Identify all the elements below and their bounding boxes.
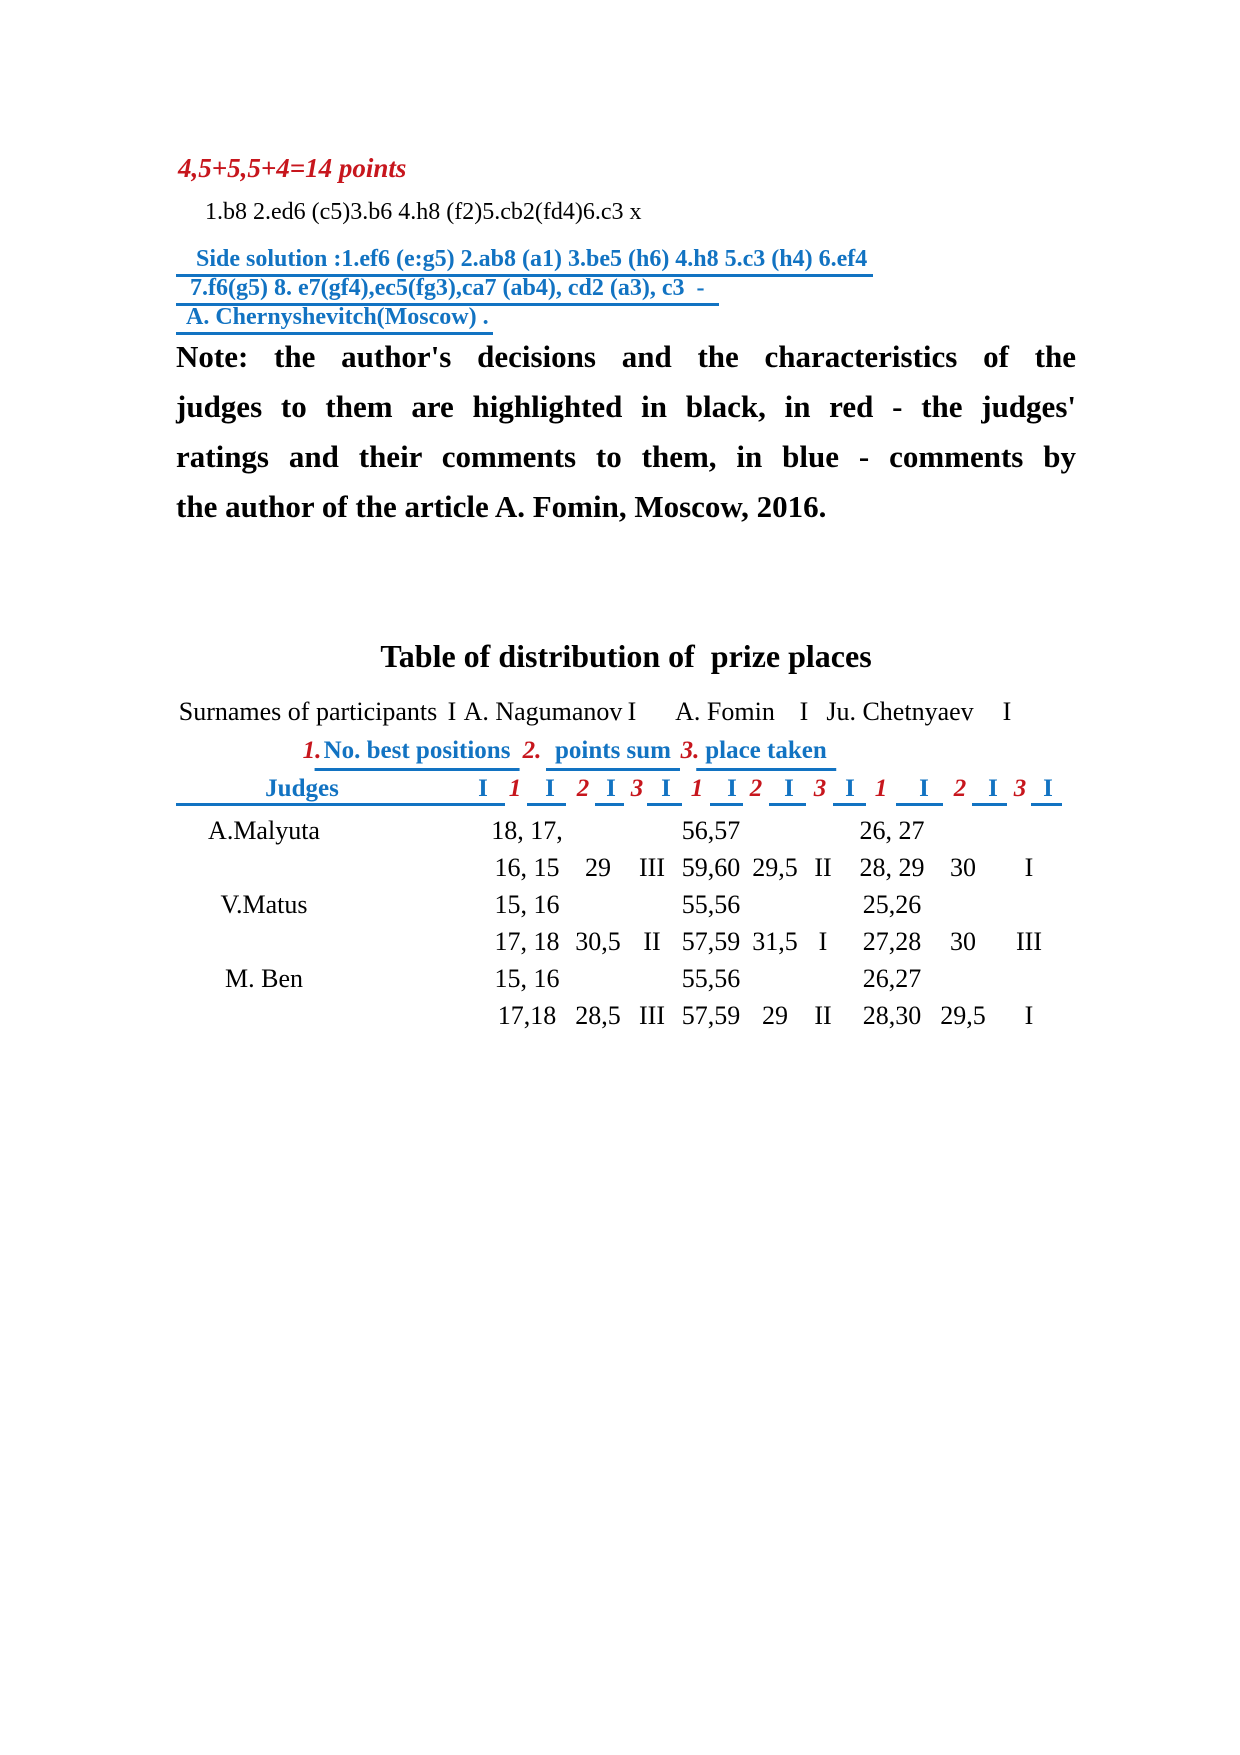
main-solution-line: 1.b8 2.ed6 (c5)3.b6 4.h8 (f2)5.cb2(fd4)6.c3 x: [205, 199, 642, 225]
table-cell: 28,30: [862, 1001, 922, 1030]
column-separator: I: [799, 697, 809, 726]
table-cell: 29: [585, 853, 611, 882]
note-line: judges to them are highlighted in black, in red - the judges': [176, 389, 1076, 424]
column-separator: I: [727, 775, 737, 802]
legend-label: points sum: [546, 735, 680, 771]
table-cell: 17, 18: [494, 927, 560, 956]
table-cell: 17,18: [497, 1001, 557, 1030]
judges-row-underline: [710, 803, 743, 806]
author-credit-line: A. Chernyshevitch(Moscow) .: [176, 304, 493, 335]
subcolumn-index: 1: [874, 775, 888, 802]
participants-header-row: [0, 696, 1240, 728]
column-separator: I: [447, 697, 457, 726]
column-separator: I: [845, 775, 855, 802]
table-cell: 28, 29: [859, 853, 925, 882]
note-paragraph: [176, 332, 1076, 532]
table-cell: III: [639, 853, 665, 882]
table-cell: 55,56: [681, 964, 741, 993]
table-cell: I: [818, 927, 828, 956]
subcolumn-index: 2: [953, 775, 967, 802]
judges-row-underline: [176, 803, 505, 806]
table-cell: 57,59: [681, 1001, 741, 1030]
column-separator: I: [478, 775, 488, 802]
judge-name-cell: M. Ben: [225, 964, 303, 993]
table-row: [0, 814, 1240, 848]
table-cell: III: [639, 1001, 665, 1030]
column-separator: I: [661, 775, 671, 802]
judges-row-underline: [833, 803, 866, 806]
table-cell: 57,59: [681, 927, 741, 956]
table-cell: 29,5: [752, 853, 798, 882]
table-cell: 15, 16: [494, 964, 560, 993]
table-cell: III: [1016, 927, 1042, 956]
table-cell: 31,5: [752, 927, 798, 956]
table-cell: 59,60: [681, 853, 741, 882]
participant-name: A. Nagumanov: [463, 697, 623, 726]
subcolumn-index: 1: [690, 775, 704, 802]
legend-index: 1.: [302, 737, 322, 764]
table-cell: 16, 15: [494, 853, 560, 882]
table-cell: 30,5: [575, 927, 621, 956]
table-cell: 29,5: [940, 1001, 986, 1030]
column-separator: I: [784, 775, 794, 802]
table-cell: 25,26: [862, 890, 922, 919]
table-cell: II: [814, 853, 832, 882]
judges-row-underline: [972, 803, 1007, 806]
column-separator: I: [606, 775, 616, 802]
note-line: the author of the article A. Fomin, Moscow, 2016.: [176, 489, 827, 524]
column-separator: I: [545, 775, 555, 802]
judges-row-underline: [896, 803, 943, 806]
table-cell: II: [643, 927, 661, 956]
judges-row-underline: [527, 803, 566, 806]
judges-label: Judges: [265, 775, 339, 802]
table-cell: II: [814, 1001, 832, 1030]
participant-name: Ju. Chetnyaev: [826, 697, 974, 726]
table-cell: 18, 17,: [491, 816, 563, 845]
legend-row: [0, 735, 1240, 767]
participant-name: A. Fomin: [675, 697, 775, 726]
side-solution-line-2: 7.f6(g5) 8. e7(gf4),ec5(fg3),ca7 (ab4), cd2 (a3), c3 -: [176, 275, 719, 306]
judge-points-line: 4,5+5,5+4=14 points: [178, 153, 407, 183]
judges-header-row: [0, 773, 1240, 805]
subcolumn-index: 3: [1013, 775, 1027, 802]
table-cell: 56,57: [681, 816, 741, 845]
judges-row-underline: [769, 803, 806, 806]
legend-index: 3.: [680, 737, 700, 764]
table-cell: I: [1024, 853, 1034, 882]
table-cell: 30: [950, 927, 976, 956]
subcolumn-index: 3: [630, 775, 644, 802]
table-row: [0, 999, 1240, 1033]
table-cell: 29: [762, 1001, 788, 1030]
judges-row-underline: [647, 803, 682, 806]
column-separator: I: [919, 775, 929, 802]
judge-name-cell: V.Matus: [220, 890, 308, 919]
table-cell: 28,5: [575, 1001, 621, 1030]
judges-row-underline: [595, 803, 624, 806]
judge-name-cell: A.Malyuta: [208, 816, 320, 845]
table-row: [0, 851, 1240, 885]
column-separator: I: [988, 775, 998, 802]
column-separator: I: [1043, 775, 1053, 802]
table-row: [0, 888, 1240, 922]
table-cell: 27,28: [862, 927, 922, 956]
note-line: Note: the author's decisions and the characteristics of the: [176, 339, 1076, 374]
table-title: Table of distribution of prize places: [380, 638, 872, 674]
legend-label: place taken: [696, 735, 836, 771]
table-cell: 15, 16: [494, 890, 560, 919]
legend-index: 2.: [522, 737, 542, 764]
participant-name: Surnames of participants: [178, 697, 438, 726]
subcolumn-index: 2: [749, 775, 763, 802]
note-line: ratings and their comments to them, in blue - comments by: [176, 439, 1076, 474]
table-cell: 26,27: [862, 964, 922, 993]
column-separator: I: [627, 697, 637, 726]
subcolumn-index: 3: [813, 775, 827, 802]
table-row: [0, 962, 1240, 996]
table-cell: I: [1024, 1001, 1034, 1030]
judges-row-underline: [1031, 803, 1062, 806]
table-row: [0, 925, 1240, 959]
table-cell: 55,56: [681, 890, 741, 919]
column-separator: I: [1002, 697, 1012, 726]
table-cell: 30: [950, 853, 976, 882]
subcolumn-index: 1: [508, 775, 522, 802]
subcolumn-index: 2: [576, 775, 590, 802]
side-solution-line-1: Side solution :1.ef6 (e:g5) 2.ab8 (a1) 3.be5 (h6) 4.h8 5.c3 (h4) 6.ef4: [176, 246, 873, 277]
table-cell: 26, 27: [859, 816, 925, 845]
legend-label: No. best positions: [315, 735, 520, 771]
